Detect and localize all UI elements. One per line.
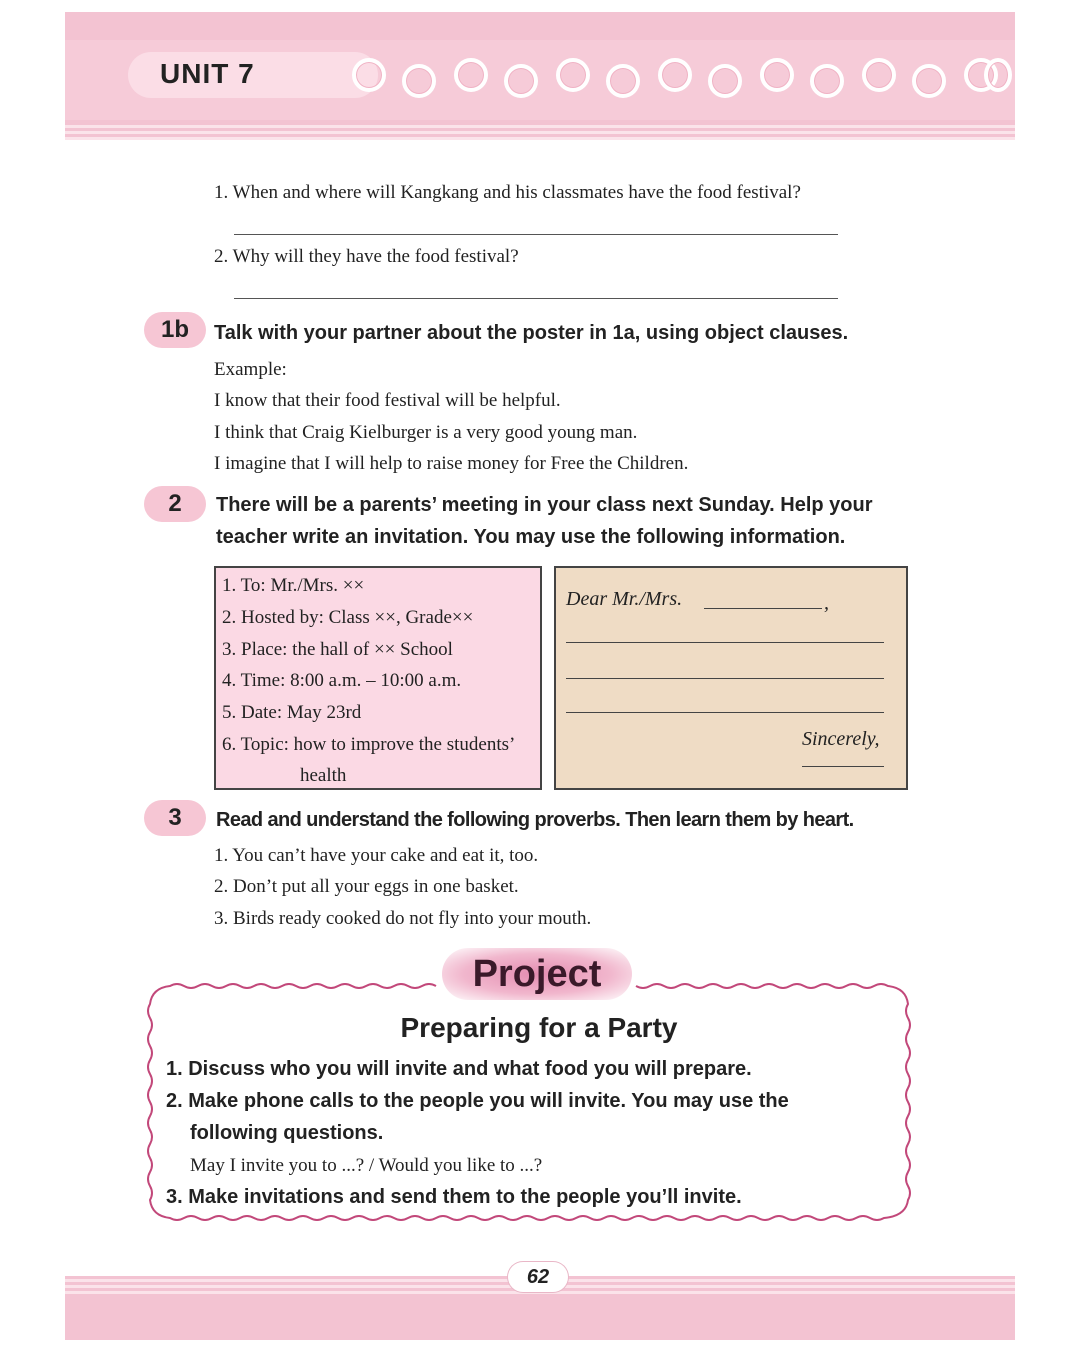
section-1b-instruction: Talk with your partner about the poster in 1a, using object clauses. bbox=[214, 322, 849, 344]
page-number: 62 bbox=[526, 1266, 550, 1288]
ring-icon bbox=[810, 64, 844, 98]
ring-icon bbox=[352, 58, 386, 92]
ring-icon bbox=[606, 64, 640, 98]
section-2-instruction-line1: There will be a parents’ meeting in your class next Sunday. Help your bbox=[216, 494, 873, 516]
name-blank[interactable] bbox=[704, 608, 822, 609]
example-line: I know that their food festival will be helpful. bbox=[214, 390, 561, 411]
info-item: 5. Date: May 23rd bbox=[222, 702, 362, 723]
answer-line-1[interactable] bbox=[234, 234, 838, 235]
letter-line[interactable] bbox=[566, 712, 884, 713]
letter-comma: , bbox=[824, 592, 829, 614]
ring-icon bbox=[454, 58, 488, 92]
project-item-1: 1. Discuss who you will invite and what food you will prepare. bbox=[166, 1058, 752, 1080]
info-item: 3. Place: the hall of ×× School bbox=[222, 639, 453, 660]
ring-icon bbox=[708, 64, 742, 98]
info-item: 6. Topic: how to improve the students’ bbox=[222, 734, 516, 755]
unit-title: UNIT 7 bbox=[160, 58, 255, 89]
letter-line[interactable] bbox=[566, 642, 884, 643]
letter-line[interactable] bbox=[566, 678, 884, 679]
letter-salutation: Dear Mr./Mrs. bbox=[566, 588, 683, 610]
ring-icon bbox=[658, 58, 692, 92]
ring-icon bbox=[556, 58, 590, 92]
proverb: 3. Birds ready cooked do not fly into your mouth. bbox=[214, 908, 592, 929]
answer-line-2[interactable] bbox=[234, 298, 838, 299]
letter-closing: Sincerely, bbox=[802, 728, 880, 750]
section-1b-badge: 1b bbox=[144, 312, 206, 348]
ring-icon bbox=[912, 64, 946, 98]
ring-icon bbox=[984, 58, 1012, 92]
project-item-2-example: May I invite you to ...? / Would you like to ...? bbox=[190, 1155, 543, 1176]
ring-icon bbox=[504, 64, 538, 98]
info-item: 4. Time: 8:00 a.m. – 10:00 a.m. bbox=[222, 670, 462, 691]
section-2-badge: 2 bbox=[144, 486, 206, 522]
project-subtitle: Preparing for a Party bbox=[400, 1012, 678, 1043]
info-item: health bbox=[300, 765, 347, 786]
signature-blank[interactable] bbox=[802, 766, 884, 767]
proverb: 1. You can’t have your cake and eat it, too. bbox=[214, 845, 539, 866]
ring-icon bbox=[760, 58, 794, 92]
example-line: I imagine that I will help to raise money for Free the Children. bbox=[214, 453, 689, 474]
footer-band bbox=[65, 1294, 1015, 1340]
section-3-badge: 3 bbox=[144, 800, 206, 836]
ring-icon bbox=[862, 58, 896, 92]
header-stripes bbox=[65, 122, 1015, 140]
info-item: 1. To: Mr./Mrs. ×× bbox=[222, 575, 365, 596]
example-label: Example: bbox=[214, 359, 287, 380]
project-title: Project bbox=[472, 953, 602, 995]
section-3-instruction: Read and understand the following proverbs. Then learn them by heart. bbox=[216, 809, 854, 831]
proverb: 2. Don’t put all your eggs in one basket. bbox=[214, 876, 519, 897]
example-line: I think that Craig Kielburger is a very good young man. bbox=[214, 422, 638, 443]
ring-icon bbox=[402, 64, 436, 98]
section-2-instruction-line2: teacher write an invitation. You may use the following information. bbox=[216, 526, 846, 548]
question-1: 1. When and where will Kangkang and his classmates have the food festival? bbox=[214, 182, 801, 203]
info-item: 2. Hosted by: Class ××, Grade×× bbox=[222, 607, 474, 628]
project-item-2-cont: following questions. bbox=[190, 1122, 384, 1144]
question-2: 2. Why will they have the food festival? bbox=[214, 246, 519, 267]
project-item-2: 2. Make phone calls to the people you will invite. You may use the bbox=[166, 1090, 789, 1112]
project-item-3: 3. Make invitations and send them to the people you’ll invite. bbox=[166, 1186, 742, 1208]
